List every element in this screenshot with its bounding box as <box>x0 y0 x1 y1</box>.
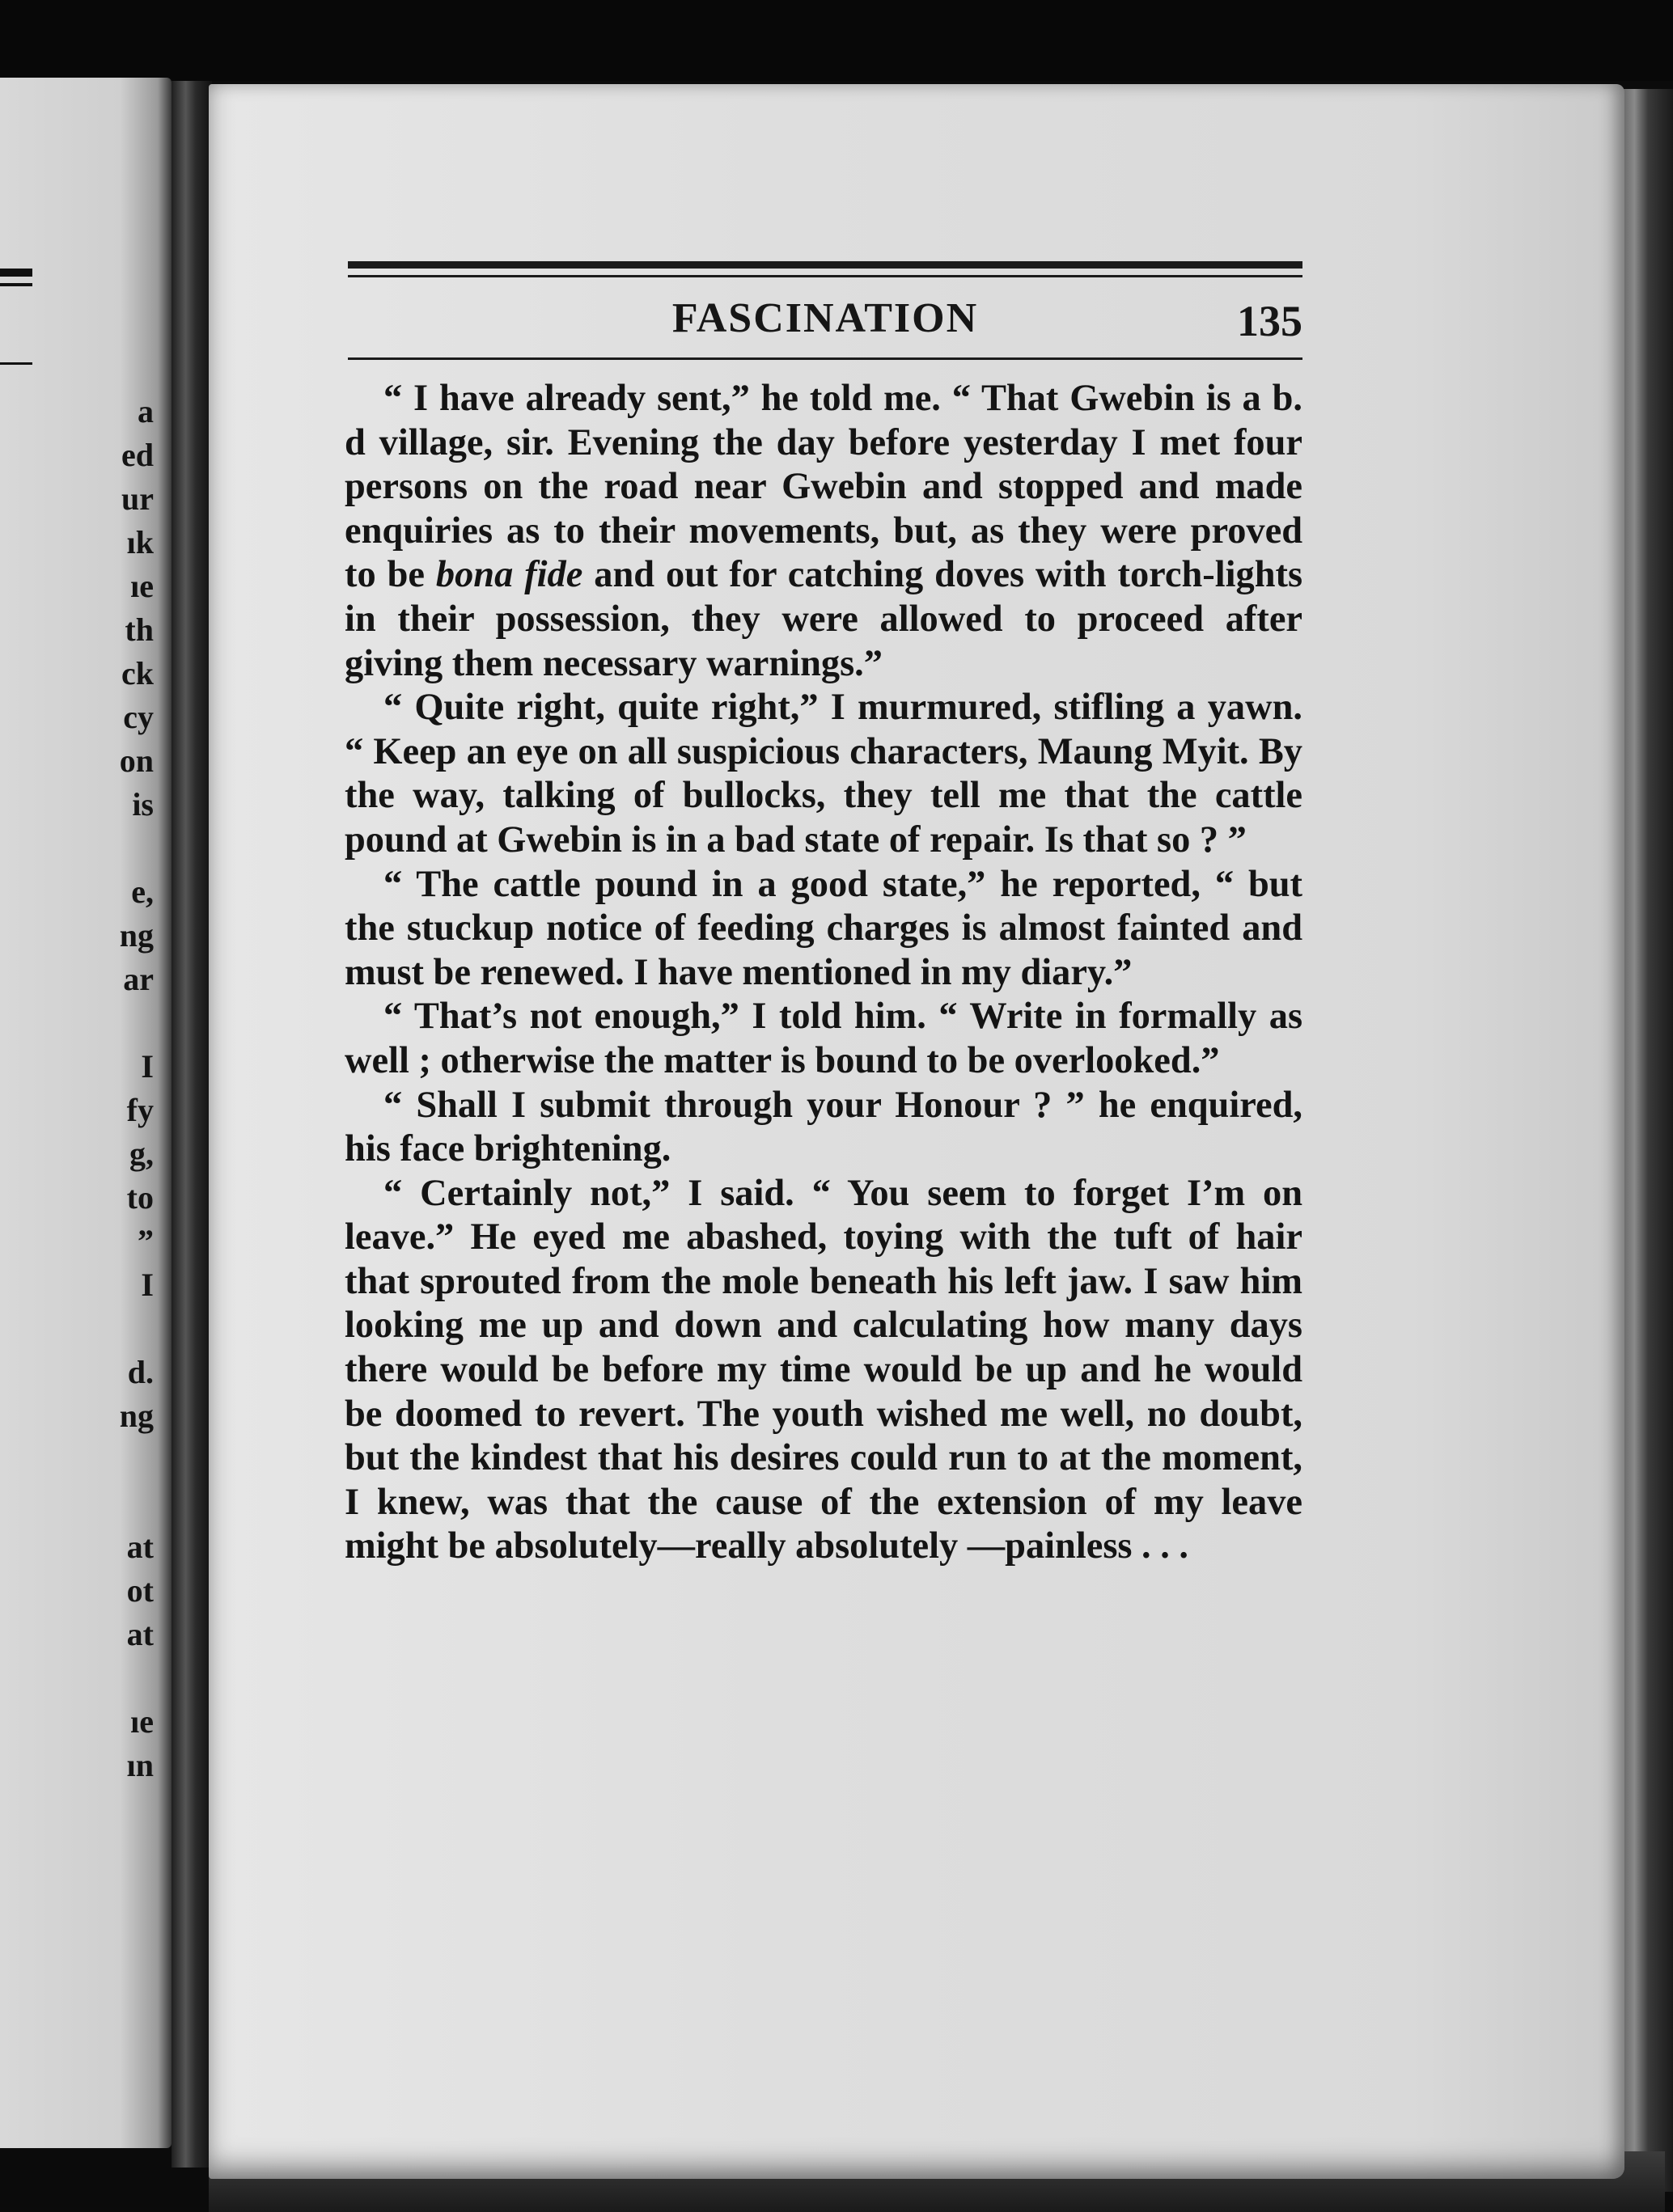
running-head <box>348 291 1302 348</box>
previous-page-line-fragment: ık <box>126 524 154 560</box>
header-rule-thin <box>348 275 1302 277</box>
header-rule-thick <box>348 261 1302 269</box>
previous-page-line-fragment: d. <box>127 1354 154 1390</box>
paragraph: “ Quite right, quite right,” I murmured, stifling a yawn. “ Keep an eye on all suspicious characters, Maung Myit. By the way, talking of bullocks, they tell me that the cattle pound at Gwebin is in a bad state of repair. Is that so ? ” <box>345 687 1302 861</box>
previous-page-line-fragment: ar <box>123 961 154 997</box>
previous-page-line-fragment: th <box>125 611 154 648</box>
scan-background-top <box>0 0 1673 81</box>
previous-page-line-fragment: fy <box>126 1092 154 1128</box>
previous-page-line-fragment: ıe <box>130 1703 154 1740</box>
previous-page-line-fragment: I <box>141 1267 154 1303</box>
running-head-title: FASCINATION <box>671 295 979 341</box>
previous-page-line-fragment: ot <box>126 1572 154 1609</box>
previous-page-line-fragment: at <box>126 1529 154 1565</box>
paragraph: “ The cattle pound in a good state,” he reported, “ but the stuckup notice of feeding charges is almost fainted and must be renewed. I have mentioned in my diary.” <box>345 863 1302 993</box>
previous-page-line-fragment: ıe <box>130 568 154 604</box>
previous-page-line-fragment: ng <box>119 1398 154 1434</box>
previous-page-head-rule <box>0 362 32 365</box>
previous-page-line-fragment: ng <box>119 917 154 954</box>
book-spine-gutter <box>172 81 212 2168</box>
running-head-rule <box>348 357 1302 360</box>
previous-page-line-fragment: I <box>141 1048 154 1085</box>
previous-page-header-rule <box>0 269 32 277</box>
previous-page-line-fragment: ed <box>121 437 154 473</box>
previous-page-edge <box>0 78 172 2148</box>
paragraph <box>345 377 1302 686</box>
previous-page-line-fragment: at <box>126 1616 154 1652</box>
page-stack-edge-right <box>1618 89 1673 2192</box>
previous-page-line-fragment: ın <box>126 1747 154 1783</box>
paragraph-text: “ I have already sent,” he told me. “ That Gwebin is a b. d village, sir. Evening the day before yesterday I met four persons on the road near Gwebin and stopped and made enquiries as to their movements, but, as they were proved to be <box>345 378 1302 596</box>
previous-page-line-fragment: e, <box>131 873 154 910</box>
previous-page-line-fragment: cy <box>123 699 154 735</box>
paragraph: “ Certainly not,” I said. “ You seem to forget I’m on leave.” He eyed me abashed, toying with the tuft of hair that sprouted from the mole beneath his left jaw. I saw him looking me up and down and calculating how many days there would be before my time would be up and he would be doomed to revert. The youth wished me well, no doubt, but the kindest that his desires could run to at the moment, I knew, was that the cause of the extension of my leave might be absolutely—really absolutely —painless . . . <box>345 1172 1302 1567</box>
previous-page-line-fragment: g, <box>129 1136 154 1172</box>
previous-page-line-fragment: is <box>132 786 154 823</box>
paragraph-text: and out for catching doves with torch-lights in their possession, they were allowed to proceed after giving them necessary warnings.” <box>345 554 1303 684</box>
previous-page-line-fragment: on <box>119 742 154 779</box>
paragraph: “ That’s not enough,” I told him. “ Write in formally as well ; otherwise the matter is bound to be overlooked.” <box>345 996 1302 1081</box>
previous-page-line-fragment: to <box>126 1179 154 1216</box>
body-text <box>345 377 1302 1569</box>
page-number: 135 <box>1237 297 1302 345</box>
previous-page-line-fragment: ck <box>121 655 154 692</box>
paragraph: “ Shall I submit through your Honour ? ” he enquired, his face brightening. <box>345 1084 1302 1170</box>
previous-page-line-fragment: ” <box>138 1223 154 1259</box>
previous-page-header-rule-thin <box>0 283 32 286</box>
previous-page-line-fragment: a <box>138 393 154 429</box>
previous-page-line-fragment: ur <box>121 480 154 517</box>
italic-phrase: bona fide <box>435 554 583 596</box>
